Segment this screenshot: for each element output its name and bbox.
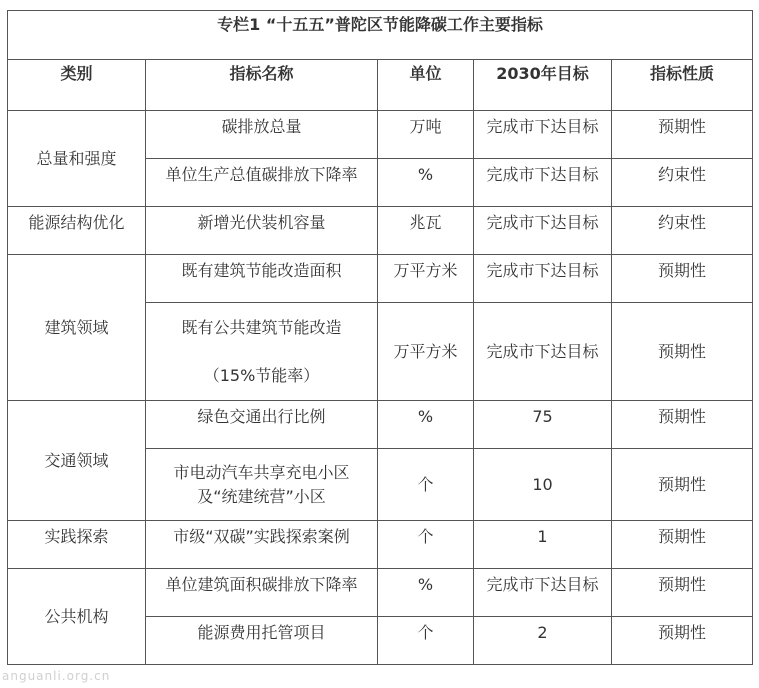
header-unit: 单位 <box>378 60 474 111</box>
table-row <box>8 207 753 255</box>
unit-cell: % <box>378 569 474 617</box>
nature-cell: 预期性 <box>612 303 753 401</box>
indicator-name-line2: （15%节能率） <box>203 365 320 385</box>
unit-cell: 万平方米 <box>378 255 474 303</box>
target-cell: 完成市下达目标 <box>474 303 612 401</box>
category-cell: 实践探索 <box>8 521 146 569</box>
unit-cell: % <box>378 159 474 207</box>
target-cell: 完成市下达目标 <box>474 207 612 255</box>
table-row <box>8 569 753 617</box>
unit-cell: 兆瓦 <box>378 207 474 255</box>
unit-cell: 万吨 <box>378 111 474 159</box>
indicator-name-line1: 市电动汽车共享充电小区 <box>173 462 350 482</box>
table-row <box>8 111 753 159</box>
unit-cell: 万平方米 <box>378 303 474 401</box>
indicator-name <box>146 449 378 521</box>
header-category: 类别 <box>8 60 146 111</box>
category-cell: 总量和强度 <box>8 111 146 207</box>
header-indicator-name: 指标名称 <box>146 60 378 111</box>
indicator-table <box>7 10 753 665</box>
table-row <box>8 255 753 303</box>
nature-cell: 预期性 <box>612 111 753 159</box>
indicator-name <box>146 303 378 401</box>
indicator-name: 碳排放总量 <box>146 111 378 159</box>
indicator-name: 既有建筑节能改造面积 <box>146 255 378 303</box>
unit-cell: % <box>378 401 474 449</box>
unit-cell: 个 <box>378 449 474 521</box>
target-cell: 2 <box>474 617 612 665</box>
table-row <box>8 521 753 569</box>
category-cell: 交通领域 <box>8 401 146 521</box>
table-title: 专栏1 “十五五”普陀区节能降碳工作主要指标 <box>8 11 753 60</box>
watermark: anguanli.org.cn <box>2 669 111 683</box>
header-nature: 指标性质 <box>612 60 753 111</box>
table-row <box>8 401 753 449</box>
category-cell: 公共机构 <box>8 569 146 665</box>
indicator-name: 单位生产总值碳排放下降率 <box>146 159 378 207</box>
unit-cell: 个 <box>378 617 474 665</box>
header-target: 2030年目标 <box>474 60 612 111</box>
nature-cell: 约束性 <box>612 207 753 255</box>
nature-cell: 预期性 <box>612 401 753 449</box>
target-cell: 75 <box>474 401 612 449</box>
indicator-name-line1: 既有公共建筑节能改造 <box>181 317 342 337</box>
indicator-name-line2: 及“统建统营”小区 <box>197 486 326 506</box>
target-cell: 10 <box>474 449 612 521</box>
indicator-name: 绿色交通出行比例 <box>146 401 378 449</box>
nature-cell: 预期性 <box>612 449 753 521</box>
unit-cell: 个 <box>378 521 474 569</box>
target-cell: 完成市下达目标 <box>474 159 612 207</box>
target-cell: 完成市下达目标 <box>474 255 612 303</box>
nature-cell: 预期性 <box>612 617 753 665</box>
target-cell: 1 <box>474 521 612 569</box>
nature-cell: 约束性 <box>612 159 753 207</box>
nature-cell: 预期性 <box>612 569 753 617</box>
target-cell: 完成市下达目标 <box>474 569 612 617</box>
indicator-name: 单位建筑面积碳排放下降率 <box>146 569 378 617</box>
category-cell: 建筑领域 <box>8 255 146 401</box>
nature-cell: 预期性 <box>612 521 753 569</box>
indicator-name: 新增光伏装机容量 <box>146 207 378 255</box>
target-cell: 完成市下达目标 <box>474 111 612 159</box>
indicator-name: 市级“双碳”实践探索案例 <box>146 521 378 569</box>
header-row <box>8 60 753 111</box>
indicator-name: 能源费用托管项目 <box>146 617 378 665</box>
nature-cell: 预期性 <box>612 255 753 303</box>
category-cell: 能源结构优化 <box>8 207 146 255</box>
